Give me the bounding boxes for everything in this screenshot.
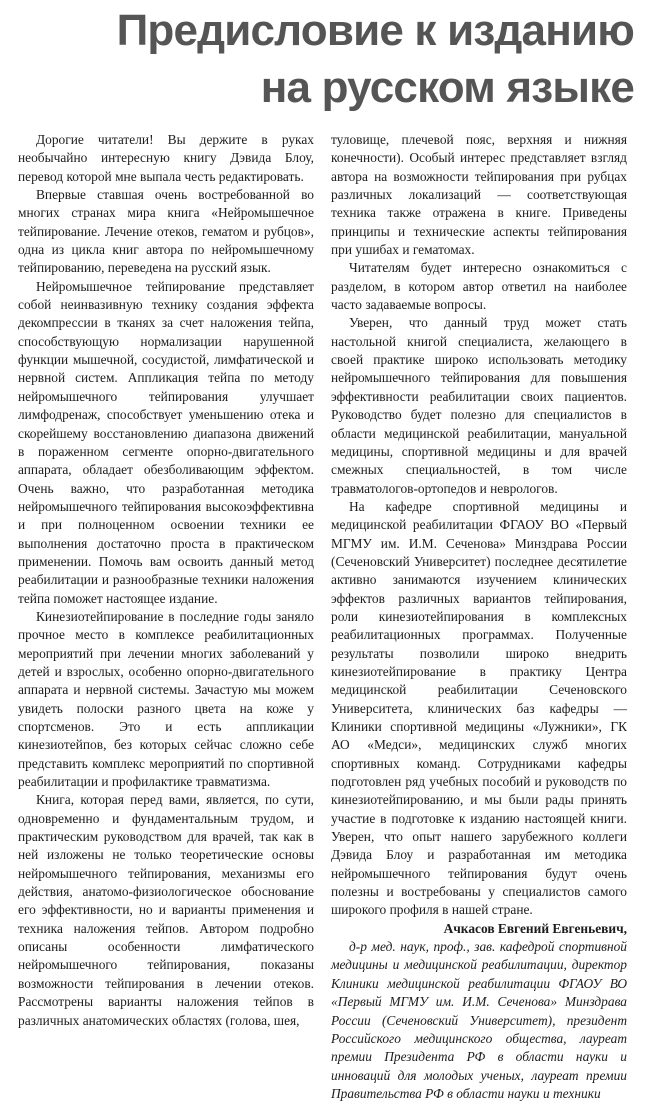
page-title [74,2,634,116]
signature-credentials: д-р мед. наук, проф., зав. кафедрой спортивной медицины и медицинской реабилитации, директор Клиники медицинской реабилитации ФГАОУ ВО «Первый МГМУ им. И.М. Сеченова» Минздрава России (Сеченовский Университет), президент Российского медицинского общества, лауреат премии Президента РФ в области науки и инноваций для молодых ученых, лауреат премии Правительства РФ в области науки и техники [331,939,627,1101]
paragraph: Дорогие читатели! Вы держите в руках необычайно интересную книгу Дэвида Блоу, перевод которой мне выпала честь редактировать. [18,132,314,184]
title-line-2: на русском языке [260,63,634,112]
signature-name: Ачкасов Евгений Евгеньевич, [443,920,627,936]
paragraph: Книга, которая перед вами, является, по сути, одновременно и фундаментальным трудом, и практическим руководством для врачей, так как в ней изложены не только теоретические основы нейромышечного тейпирования, механизмы его действия, анатомо-физиологическое обоснование его эффективности, но и варианты применения и техника наложения тейпов. Автором подробно описаны особенности лимфатического нейромышечного тейпирования, показаны возможности тейпирования в лечении отеков. Рассмотрены варианты наложения тейпов в различных анатомических областях (голова, шея, [18,792,314,1028]
paragraph: Впервые ставшая очень востребованной во многих странах мира книга «Нейромышечное тейпирование. Лечение отеков, гематом и рубцов», одна из цикла книг автора по нейромышечному тейпированию, переведена на русский язык. [18,187,314,276]
paragraph: Нейромышечное тейпирование представляет собой неинвазивную технику создания эффекта декомпрессии в тканях за счет наложения тейпа, способствующую нормализации нарушенной функции мышечной, сосудистой, лимфатической и нервной систем. Аппликация тейпа по методу нейромышечного тейпирования улучшает лимфодренаж, способствует уменьшению отека и скорейшему восстановлению диапазона движений в пораженном сегменте опорно-двигательного аппарата, обладает обезболивающим эффектом. Очень важно, что разработанная методика нейромышечного тейпирования высокоэффективна и при полноценном освоении техники ее выполнения достаточно проста в практическом применении. Помочь вам освоить данный метод реабилитации и разнообразные техники наложения тейпа поможет настоящее издание. [18,278,314,606]
right-column [331,131,627,1103]
paragraph: Кинезиотейпирование в последние годы заняло прочное место в комплексе реабилитационных мероприятий при лечении многих заболеваний у детей и взрослых, особенно опорно-двигательного аппарата и нервной системы. Зачастую мы можем увидеть полоски разного цвета на коже у спортсменов. Это и есть аппликации кинезиотейпов, без которых сейчас сложно себе представить комплекс мероприятий по спортивной реабилитации и профилактике травматизма. [18,608,314,790]
title-line-1: Предисловие к изданию [116,6,634,55]
paragraph: Читателям будет интересно ознакомиться с разделом, в котором автор ответил на наиболее часто задаваемые вопросы. [331,260,627,313]
left-column [18,131,314,1030]
paragraph: На кафедре спортивной медицины и медицинской реабилитации ФГАОУ ВО «Первый МГМУ им. И.М. Сеченова» Минздрава России (Сеченовский Университет) последнее десятилетие активно занимаются изучением клинических эффектов различных вариантов тейпирования, роли кинезиотейпирования в комплексных реабилитационных программах. Полученные результаты позволили широко внедрить кинезиотейпирование в практику Центра медицинской реабилитации Сеченовского Университета, клинических баз кафедры — Клиники спортивной медицины «Лужники», ГК АО «Медси», медицинских служб многих спортивных команд. Сотрудниками кафедры подготовлен ряд учебных пособий и руководств по кинезиотейпированию, и мы были рады принять участие в подготовке к изданию настоящей книги. Уверен, что опыт нашего зарубежного коллеги Дэвида Блоу и разработанная им методика нейромышечного тейпирования будут очень полезны и востребованы у специалистов самого широкого профиля в нашей стране. [331,498,627,918]
paragraph: Уверен, что данный труд может стать настольной книгой специалиста, желающего в своей практике широко использовать методику нейромышечного тейпирования для повышения эффективности реабилитации своих пациентов. Руководство будет полезно для специалистов в области медицинской реабилитации, мануальной медицины, спортивной медицины и для врачей смежных специальностей, в том числе травматологов-ортопедов и неврологов. [331,315,627,496]
paragraph-continued: туловище, плечевой пояс, верхняя и нижняя конечности). Особый интерес представляет взгляд автора на возможности тейпирования при рубцах различных локализаций — соответствующая техника также отражена в книге. Приведены принципы и технические аспекты тейпирования при ушибах и гематомах. [331,132,627,258]
